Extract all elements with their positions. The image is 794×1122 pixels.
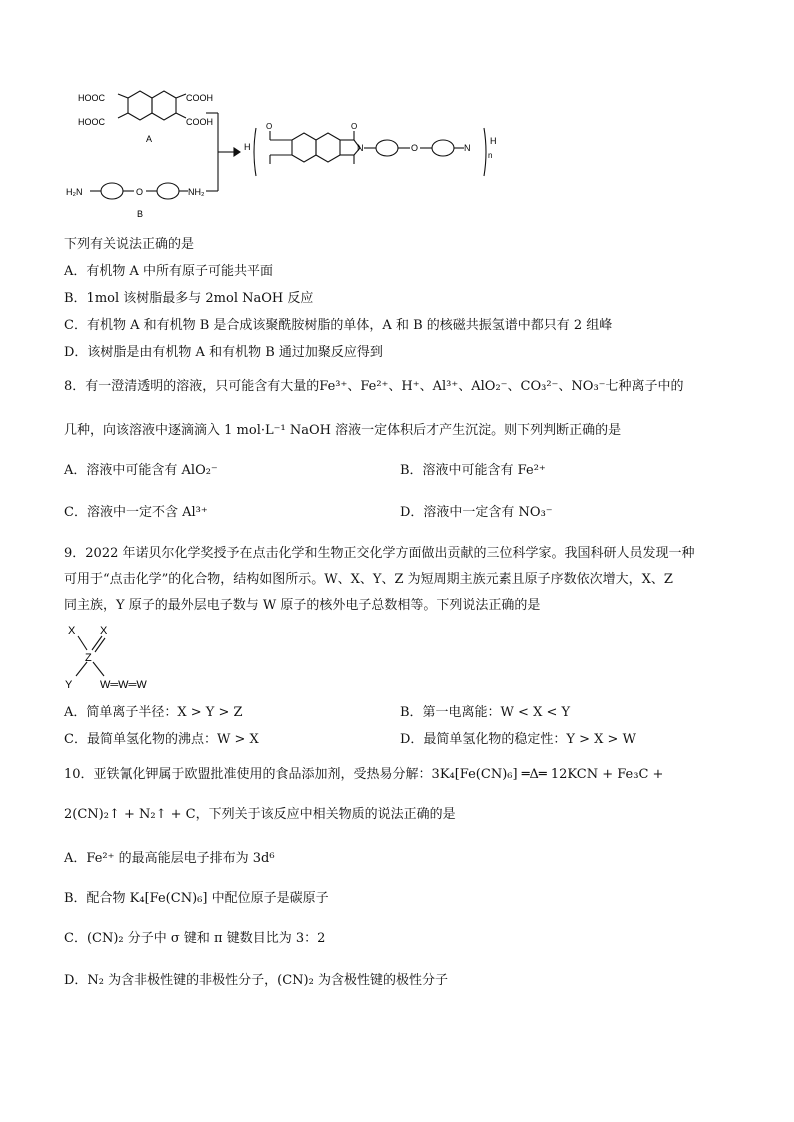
q9-option-d: D．最简单氢化物的稳定性：Y > X > W bbox=[400, 732, 636, 747]
q7-option-b: B．1mol 该树脂最多与 2mol NaOH 反应 bbox=[64, 291, 314, 306]
q10-option-a: A．Fe²⁺ 的最高能层电子排布为 3d⁶ bbox=[64, 851, 275, 866]
q9-struct-x2: X bbox=[100, 625, 108, 637]
mol-a-label: A bbox=[146, 134, 153, 144]
mol-b-label: B bbox=[137, 209, 144, 219]
molecule-a bbox=[118, 91, 186, 120]
q9-structure bbox=[60, 622, 190, 692]
q9-struct-z: Z bbox=[85, 652, 92, 664]
mol-a-group-4: COOH bbox=[186, 117, 213, 127]
q9-option-c: C．最简单氢化物的沸点：W > X bbox=[64, 732, 259, 747]
mol-b-right: NH₂ bbox=[188, 187, 205, 197]
polymer-h: H bbox=[244, 142, 251, 152]
q9-stem-line3: 同主族，Y 原子的最外层电子数与 W 原子的核外电子总数相等。下列说法正确的是 bbox=[64, 598, 541, 613]
q8-option-b: B．溶液中可能含有 Fe²⁺ bbox=[400, 463, 546, 478]
mol-a-group-3: HOOC bbox=[78, 117, 105, 127]
q8-stem-line1: 8．有一澄清透明的溶液，只可能含有大量的Fe³⁺、Fe²⁺、H⁺、Al³⁺、AlO₂⁻、CO₃²⁻、NO₃⁻七种离子中的 bbox=[64, 379, 684, 394]
q7-option-a: A．有机物 A 中所有原子可能共平面 bbox=[64, 264, 274, 279]
q9-stem-line1: 9．2022 年诺贝尔化学奖授予在点击化学和生物正交化学方面做出贡献的三位科学家。我国科研人员发现一种 bbox=[64, 546, 695, 561]
polymer-h-end: H bbox=[490, 136, 497, 146]
q9-option-b: B．第一电离能：W < X < Y bbox=[400, 705, 571, 720]
q9-struct-y: Y bbox=[65, 679, 73, 691]
polymer-n-end: N bbox=[464, 143, 471, 153]
q10-option-c: C．(CN)₂ 分子中 σ 键和 π 键数目比为 3：2 bbox=[64, 931, 326, 946]
q7-option-d: D．该树脂是由有机物 A 和有机物 B 通过加聚反应得到 bbox=[64, 345, 383, 360]
q10-option-d: D．N₂ 为含非极性键的非极性分子，(CN)₂ 为含极性键的极性分子 bbox=[64, 973, 448, 988]
q10-stem-line2: 2(CN)₂↑ + N₂↑ + C，下列关于该反应中相关物质的说法正确的是 bbox=[64, 807, 456, 822]
polymer-structure bbox=[254, 128, 486, 176]
polymer-n: N bbox=[357, 143, 364, 153]
polymer-o-right: O bbox=[351, 122, 358, 131]
mol-b-left: H₂N bbox=[66, 187, 83, 197]
q7-reaction-scheme bbox=[60, 88, 500, 223]
polymer-n-sub: n bbox=[488, 151, 493, 160]
q9-struct-w: W═W═W bbox=[100, 679, 147, 691]
polymer-o-left: O bbox=[266, 122, 273, 131]
mol-a-group-2: COOH bbox=[186, 93, 213, 103]
mol-b-o: O bbox=[136, 187, 144, 197]
q9-stem-line2: 可用于“点击化学”的化合物，结构如图所示。W、X、Y、Z 为短周期主族元素且原子序数依次增大，X、Z bbox=[64, 572, 673, 587]
q9-option-a: A．简单离子半径：X > Y > Z bbox=[64, 705, 243, 720]
q10-option-b: B．配合物 K₄[Fe(CN)₆] 中配位原子是碳原子 bbox=[64, 891, 329, 906]
q9-struct-x1: X bbox=[68, 625, 76, 637]
mol-a-group-1: HOOC bbox=[78, 93, 105, 103]
q8-stem-line2: 几种，向该溶液中逐滴滴入 1 mol·L⁻¹ NaOH 溶液一定体积后才产生沉淀。则下列判断正确的是 bbox=[64, 423, 622, 438]
polymer-o-ether: O bbox=[411, 143, 419, 153]
q8-option-a: A．溶液中可能含有 AlO₂⁻ bbox=[64, 463, 218, 478]
q7-stem: 下列有关说法正确的是 bbox=[64, 237, 195, 252]
q7-option-c: C．有机物 A 和有机物 B 是合成该聚酰胺树脂的单体，A 和 B 的核磁共振氢谱中都只有 2 组峰 bbox=[64, 318, 613, 333]
q8-option-d: D．溶液中一定含有 NO₃⁻ bbox=[400, 505, 553, 520]
q8-option-c: C．溶液中一定不含 Al³⁺ bbox=[64, 505, 208, 520]
q10-stem-line1: 10．亚铁氰化钾属于欧盟批准使用的食品添加剂，受热易分解：3K₄[Fe(CN)₆] ═Δ═ 12KCN + Fe₃C + bbox=[64, 767, 664, 782]
